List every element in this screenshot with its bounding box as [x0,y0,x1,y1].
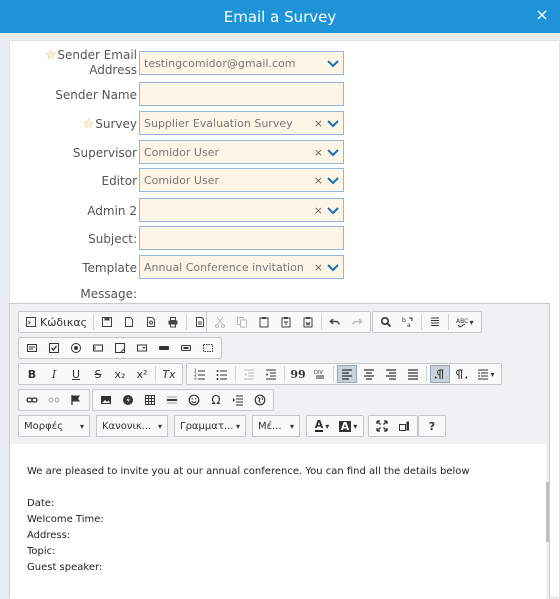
dialog-title: Email a Survey [223,7,337,26]
chevron-down-icon: ▾ [157,421,162,431]
page-break-icon[interactable] [228,391,248,409]
button-icon[interactable] [154,339,174,357]
image-button-icon[interactable] [176,339,196,357]
ltr-direction-icon[interactable] [430,365,450,383]
paste-icon[interactable] [254,313,274,331]
survey-label: ☆ Survey [82,116,137,132]
clear-icon[interactable]: × [313,203,323,217]
special-char-button[interactable]: Ω [211,393,221,407]
maximize-icon[interactable] [372,417,392,435]
survey-select[interactable]: Supplier Evaluation Survey × [139,111,344,135]
justify-icon[interactable] [403,365,423,383]
table-icon[interactable] [140,391,160,409]
new-page-icon[interactable] [119,313,139,331]
subscript-button[interactable]: x₂ [114,367,126,381]
chevron-down-icon: ▾ [79,421,84,431]
toolbar-insert-group [92,389,274,411]
help-button[interactable]: ? [428,419,436,433]
svg-text:3: 3 [194,376,197,380]
admin2-label: Admin 2 [87,204,137,218]
message-line: Welcome Time: [27,514,104,525]
template-select[interactable]: Annual Conference invitation × [139,255,344,279]
paste-text-icon[interactable] [276,313,296,331]
align-right-icon[interactable] [381,365,401,383]
numbered-list-icon[interactable] [190,365,210,383]
bullet-list-icon[interactable] [212,365,232,383]
clear-icon[interactable]: × [313,173,323,187]
sender-email-row [10,48,559,77]
rtl-direction-icon[interactable] [452,365,472,383]
image-icon[interactable] [96,391,116,409]
align-left-icon[interactable] [337,365,357,383]
select-all-icon[interactable] [425,313,445,331]
form-icon[interactable] [22,339,42,357]
message-line: Guest speaker: [27,562,103,573]
strike-button[interactable]: S [94,367,102,381]
background-color-button[interactable]: A ▾ [340,419,358,433]
sender-email-label: ☆Sender Email Address [44,48,137,77]
message-line: We are pleased to invite you at our annual conference. You can find all the details below [27,466,470,477]
sender-name-input[interactable] [139,82,344,106]
message-label: Message: [80,287,137,301]
template-row [10,255,559,281]
cut-icon[interactable] [210,313,230,331]
supervisor-row [10,140,559,166]
iframe-globe-icon[interactable] [250,391,270,409]
toolbar-document-group [18,311,214,333]
editor-scrollbar[interactable] [546,444,549,599]
radio-icon[interactable] [66,339,86,357]
superscript-button[interactable]: x² [136,367,148,381]
toolbar-paragraph-group [186,363,502,385]
toolbar-forms-group [18,337,222,359]
dialog-titlebar [0,0,560,33]
rich-text-editor [9,303,550,598]
editor-content[interactable] [10,444,548,599]
show-blocks-icon[interactable] [394,417,414,435]
undo-icon[interactable] [325,313,345,331]
blockquote-button[interactable]: 99 [290,367,306,381]
chevron-down-icon [326,173,340,187]
font-family-combo[interactable]: Γραμματ... ▾ [174,415,246,437]
toolbar-links-group [18,389,90,411]
template-label: Template [82,261,137,275]
spellcheck-icon[interactable]: ABC ▾ [456,317,474,327]
toolbar-tools-group [368,415,418,437]
redo-icon[interactable] [347,313,367,331]
paragraph-format-combo[interactable]: Κανονικ... ▾ [96,415,168,437]
editor-select[interactable]: Comidor User × [139,168,344,192]
format-style-combo[interactable]: Μορφές ▾ [18,415,90,437]
anchor-flag-icon[interactable] [66,391,86,409]
required-star-icon: ☆ [44,48,57,63]
editor-toolbars [10,304,549,444]
subject-row [10,226,559,252]
svg-text:1: 1 [194,368,197,373]
required-star-icon: ☆ [82,116,95,132]
chevron-down-icon [326,145,340,159]
chevron-down-icon: ▾ [289,421,294,431]
editor-label: Editor [101,174,137,188]
textarea-icon[interactable] [110,339,130,357]
toolbar-editing-group [372,311,482,333]
admin2-row [10,198,559,224]
select-icon[interactable] [132,339,152,357]
chevron-down-icon [326,203,340,217]
align-center-icon[interactable] [359,365,379,383]
italic-button[interactable]: I [51,367,57,381]
find-icon[interactable] [376,313,396,331]
save-icon[interactable] [97,313,117,331]
bold-button[interactable]: B [27,367,37,381]
div-container-icon[interactable] [310,365,330,383]
svg-text:a: a [407,322,411,328]
clear-icon[interactable]: × [313,260,323,274]
copy-icon[interactable] [232,313,252,331]
source-icon [25,316,37,328]
toolbar-help-group [418,415,446,437]
link-icon[interactable] [22,391,42,409]
svg-text:2: 2 [194,372,197,377]
sender-name-label: Sender Name [55,88,137,102]
clear-icon[interactable]: × [313,116,323,130]
print-icon[interactable] [163,313,183,331]
checkbox-icon[interactable] [44,339,64,357]
text-color-button[interactable]: A ▾ [314,418,330,431]
editor-row [10,168,559,194]
svg-text:b: b [402,317,406,324]
chevron-down-icon [326,56,340,70]
chevron-down-icon: ▾ [235,421,240,431]
close-icon[interactable]: × [535,5,549,24]
preview-icon[interactable] [141,313,161,331]
message-line: Address: [27,530,71,541]
underline-button[interactable]: U [71,367,81,381]
sender-email-select[interactable]: testingcomidor@gmail.com [139,51,344,75]
remove-format-button[interactable]: Tx [162,367,176,381]
chevron-down-icon [326,260,340,274]
horizontal-rule-icon[interactable] [162,391,182,409]
text-field-icon[interactable] [88,339,108,357]
hidden-field-icon[interactable] [198,339,218,357]
toolbar-clipboard-group [206,311,371,333]
admin2-select[interactable] [139,198,344,222]
toolbar-basic-styles-group [18,363,183,385]
supervisor-select[interactable]: Comidor User × [139,140,344,164]
paste-word-icon[interactable] [298,313,318,331]
source-button[interactable]: Κώδικας [22,313,90,331]
smiley-icon[interactable] [184,391,204,409]
toolbar-colors-group [306,415,364,437]
sender-name-row [10,82,559,108]
language-icon[interactable]: ▾ [474,365,498,383]
flash-icon[interactable] [118,391,138,409]
subject-input[interactable] [139,226,344,250]
supervisor-label: Supervisor [72,146,137,160]
chevron-down-icon [326,116,340,130]
message-line: Date: [27,498,55,509]
subject-label: Subject: [88,232,137,246]
survey-row [10,111,559,137]
indent-icon[interactable] [261,365,281,383]
outdent-icon[interactable] [239,365,259,383]
replace-icon[interactable] [398,313,418,331]
unlink-icon[interactable] [44,391,64,409]
clear-icon[interactable]: × [313,145,323,159]
svg-text:ABC: ABC [456,318,469,325]
message-line: Topic: [27,546,56,557]
font-size-combo[interactable]: Μέ... ▾ [252,415,300,437]
svg-text:DIV: DIV [314,370,323,376]
scrollbar-thumb[interactable] [546,482,549,542]
